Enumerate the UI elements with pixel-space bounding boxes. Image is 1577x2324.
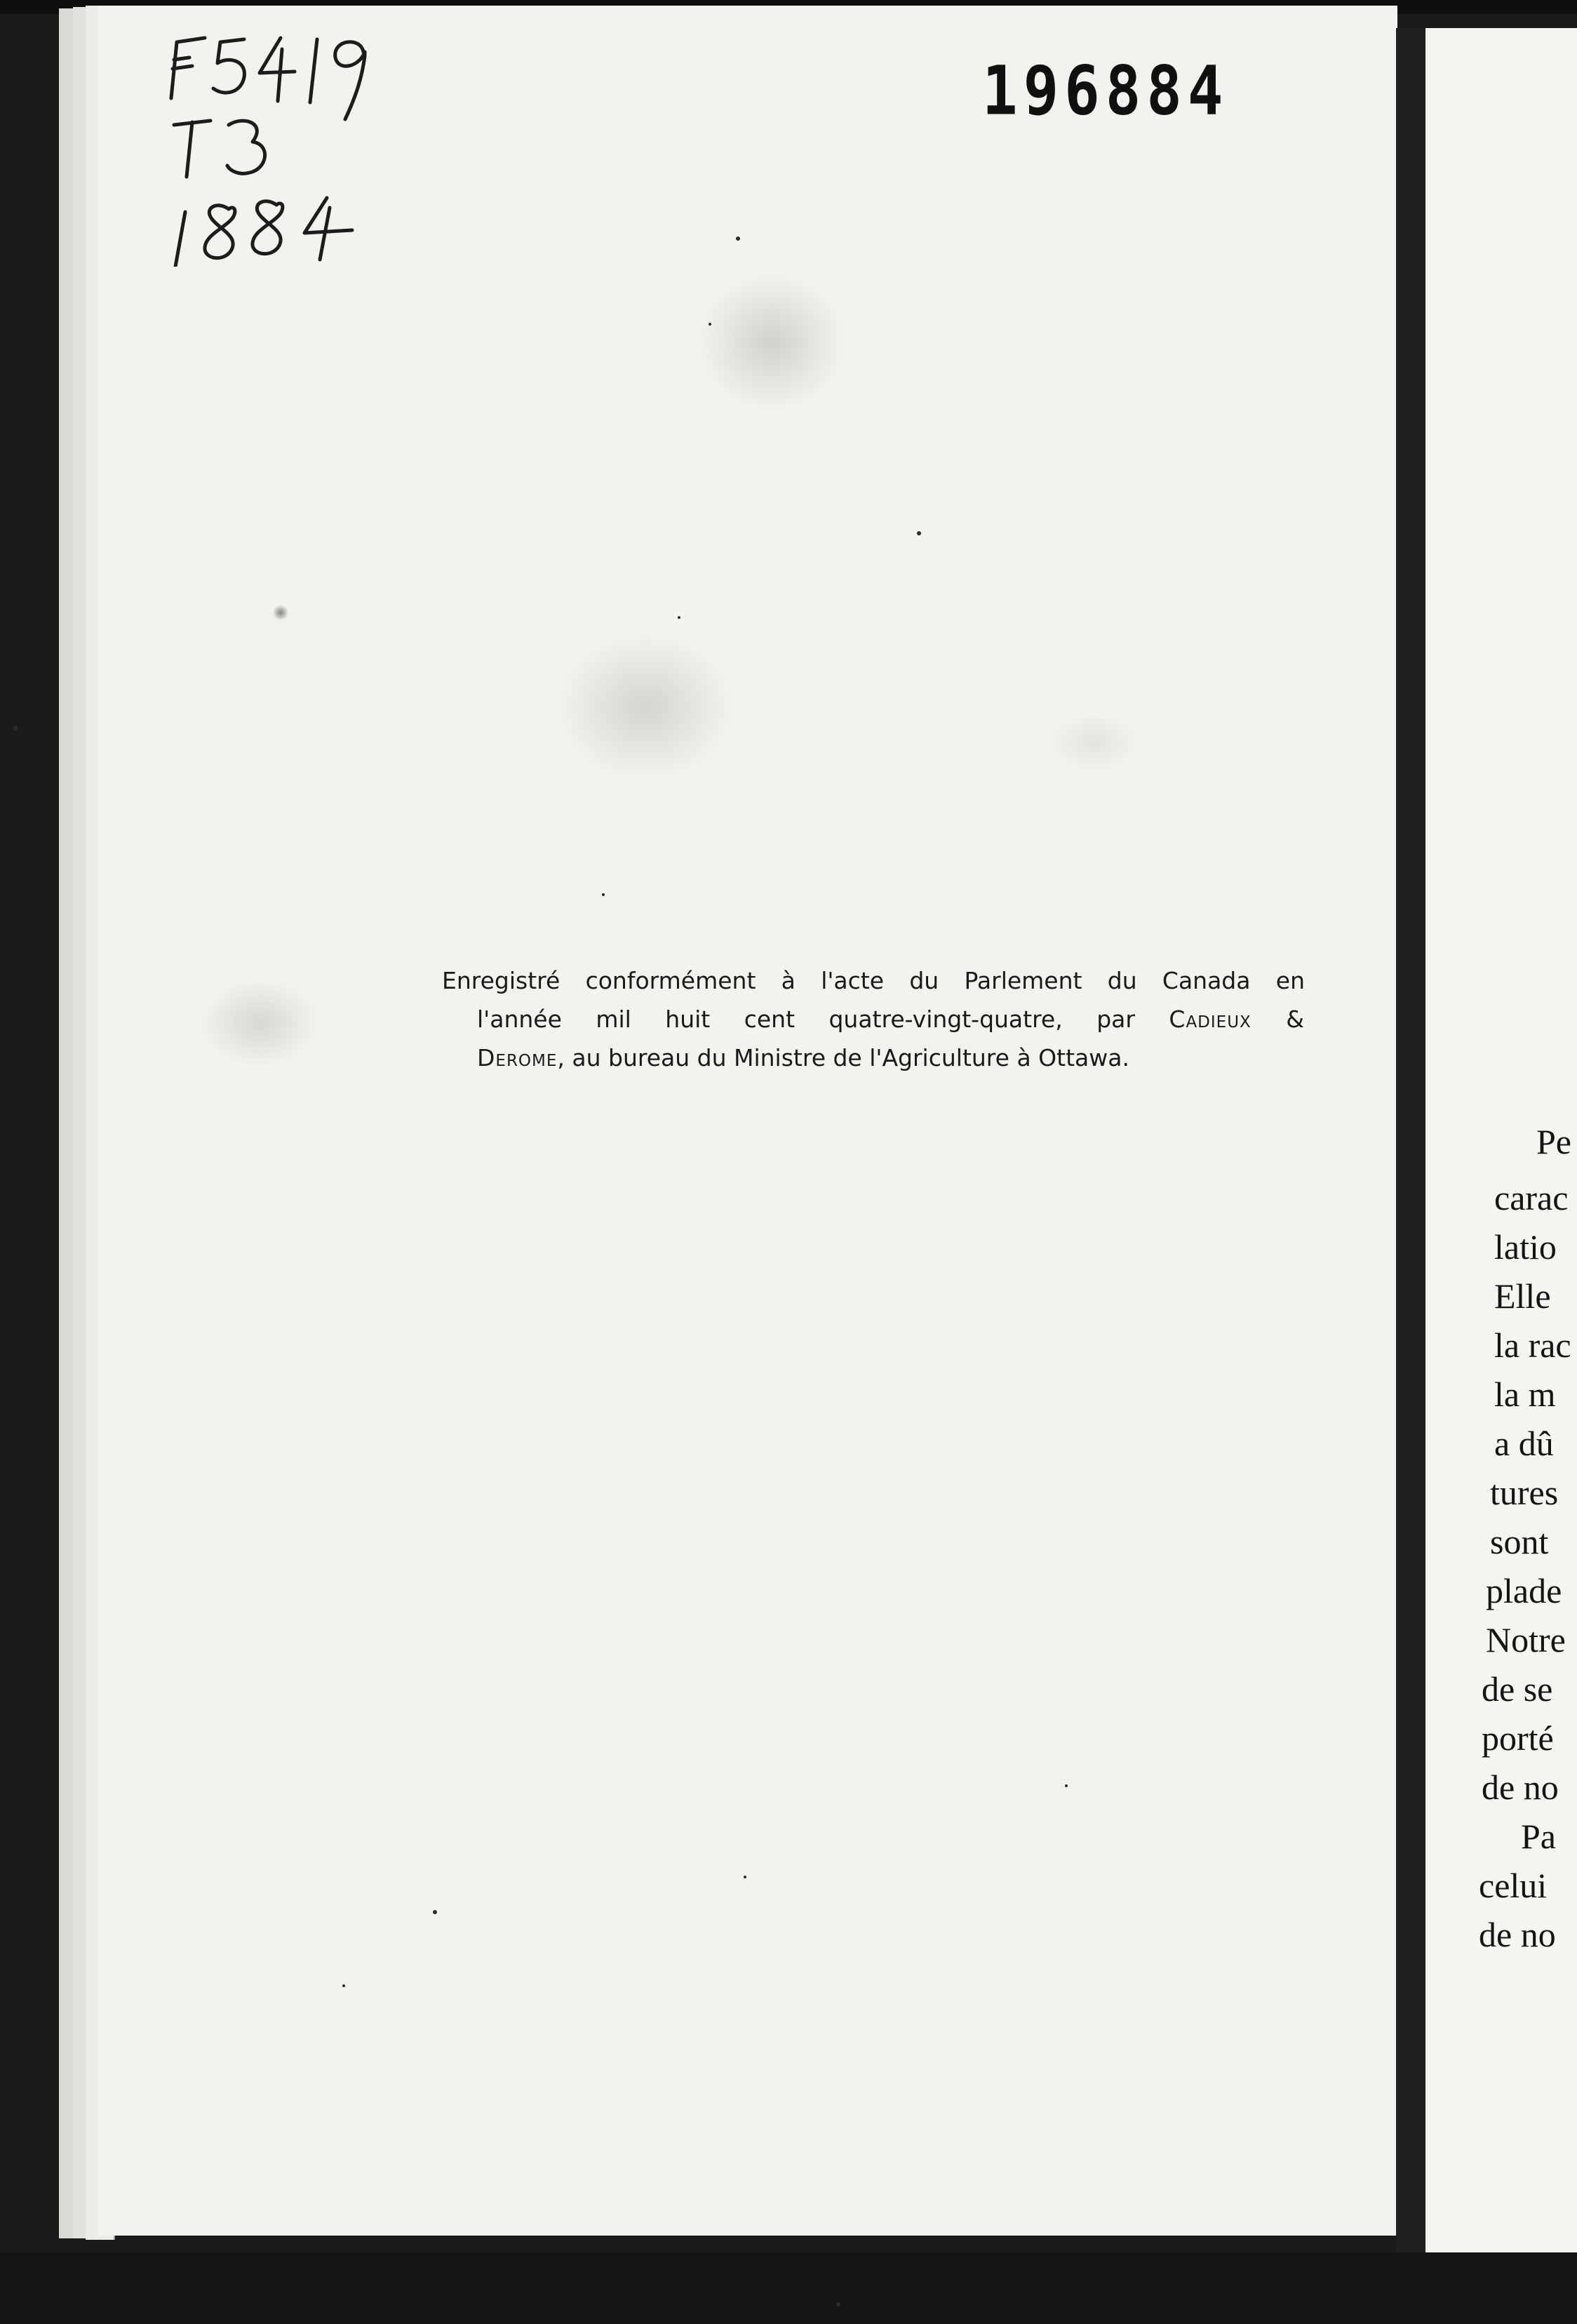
right-page-text-line: plade xyxy=(1486,1571,1562,1610)
right-page-text-line: latio xyxy=(1494,1227,1557,1267)
copyright-line-1: Enregistré conformément à l'acte du Parlement du Canada en xyxy=(442,967,1305,994)
right-page-text-line: celui xyxy=(1479,1866,1548,1905)
right-page-text-line: Pa xyxy=(1521,1817,1556,1856)
right-page-text-line: de se xyxy=(1482,1669,1553,1709)
right-page-text-line: la rac xyxy=(1494,1325,1571,1365)
right-page-text-line: de no xyxy=(1482,1768,1559,1807)
right-page-text-line: Elle xyxy=(1494,1276,1551,1316)
right-page-text-line: tures xyxy=(1490,1473,1559,1512)
copyright-line-3-text: , au bureau du Ministre de l'Agriculture à Ottawa. xyxy=(557,1044,1129,1071)
right-page-text-line: Pe xyxy=(1536,1122,1571,1161)
right-page-text-line: sont xyxy=(1490,1522,1549,1561)
copyright-line-2-text: l'année mil huit cent quatre-vingt-quatre, par xyxy=(477,1006,1135,1033)
right-page-text-line: carac xyxy=(1494,1178,1569,1217)
catalog-number-stamp: 196884 xyxy=(982,51,1229,131)
right-page-text-line: de no xyxy=(1479,1915,1556,1954)
right-page-text-line: a dû xyxy=(1494,1424,1554,1463)
right-page-text-line: la m xyxy=(1494,1375,1556,1414)
publisher-name-part1: Cadieux & xyxy=(1169,1006,1305,1033)
right-page-text-line: porté xyxy=(1482,1718,1554,1758)
publisher-name-part2: Derome xyxy=(477,1044,558,1071)
right-page-text-line: Notre xyxy=(1486,1620,1566,1659)
